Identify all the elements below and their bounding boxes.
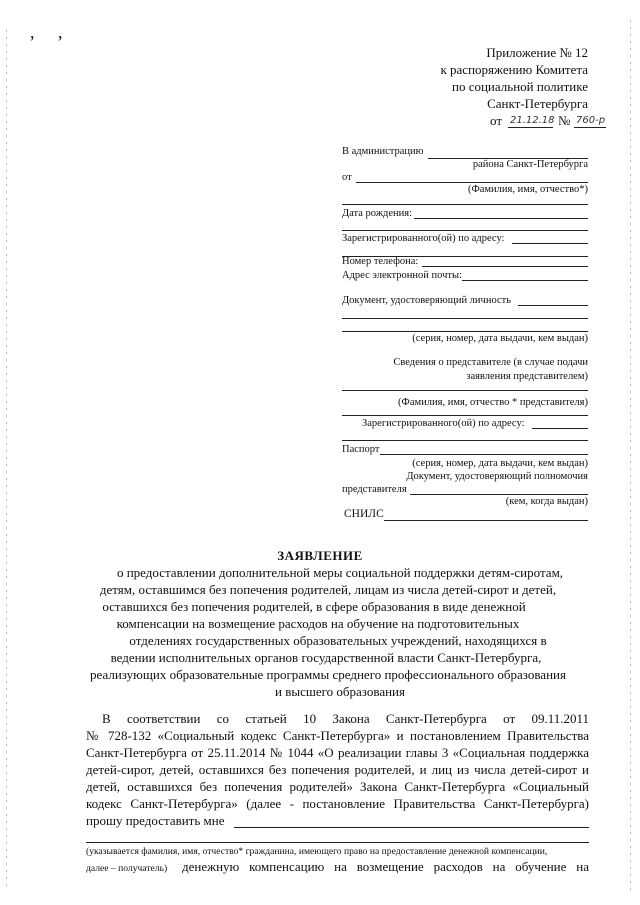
subtitle-line: компенсации на возмещение расходов на обучение на подготовительных — [116, 616, 520, 631]
subtitle-line: о предоставлении дополнительной меры социальной поддержки детям-сиротам, — [116, 565, 564, 580]
annex-date-prefix: от — [490, 113, 503, 128]
body-line: Санкт-Петербурга от 25.11.2014 № 1044 «О реализации главы 3 «Социальная поддержка — [86, 745, 589, 760]
body-line: детей-сирот, детей, оставшихся без попечения родителей, и лиц из числа детей-сирот и — [86, 762, 589, 777]
birth-date-field[interactable] — [414, 218, 588, 219]
subtitle-line: и высшего образования — [275, 684, 405, 699]
subtitle-line: реализующих образовательные программы среднего профессионального образования — [90, 667, 566, 682]
snils-field[interactable] — [384, 520, 588, 521]
snils-label: СНИЛС — [344, 508, 384, 520]
body-line: кодекс Санкт-Петербурга» (далее - постановление Правительства Санкт-Петербурга) — [86, 796, 589, 811]
rep-address-extra-field[interactable] — [342, 440, 588, 441]
annex-number-handwritten: 760-р — [576, 115, 606, 126]
passport-hint: (серия, номер, дата выдачи, кем выдан) — [412, 458, 588, 469]
scan-mark: , — [58, 22, 63, 42]
body-line-last: денежную компенсацию на возмещение расходов на обучение на — [182, 859, 589, 874]
passport-label: Паспорт — [342, 444, 380, 455]
email-field[interactable] — [462, 280, 588, 281]
identity-doc-extra-field[interactable] — [342, 331, 588, 332]
recipient-fio-extra-field[interactable] — [86, 842, 589, 843]
representative-field[interactable] — [410, 494, 588, 495]
footnote-line: (указывается фамилия, имя, отчество* гражданина, имеющего право на предоставление денежной компенсации, — [86, 846, 548, 857]
annex-line: Санкт-Петербурга — [487, 96, 588, 111]
identity-doc-label: Документ, удостоверяющий личность — [342, 295, 511, 306]
authority-doc-label: Документ, удостоверяющий полномочия — [406, 471, 588, 482]
from-field[interactable] — [356, 182, 588, 183]
annex-line: по социальной политике — [452, 79, 588, 94]
recipient-fio-field[interactable] — [234, 827, 589, 828]
representative-label: представителя — [342, 484, 407, 495]
subtitle-line: оставшихся без попечения родителей, в сфере образования в виде денежной — [102, 599, 526, 614]
annex-line: к распоряжению Комитета — [440, 62, 588, 77]
annex-date-line — [508, 127, 553, 128]
body-line: № 728-132 «Социальный кодекс Санкт-Петербурга» и постановлением Правительства — [86, 728, 589, 743]
annex-line: Приложение № 12 — [486, 45, 588, 60]
subtitle-line: ведении исполнительных органов государственной власти Санкт-Петербурга, — [110, 650, 542, 665]
identity-doc-extra-field[interactable] — [342, 318, 588, 319]
admin-suffix: района Санкт-Петербурга — [472, 159, 588, 170]
annex-number-prefix: № — [558, 113, 571, 128]
passport-field[interactable] — [380, 454, 588, 455]
identity-hint: (серия, номер, дата выдачи, кем выдан) — [412, 333, 588, 344]
scan-mark: , — [30, 22, 35, 42]
rep-fio-hint: (Фамилия, имя, отчество * представителя) — [398, 397, 588, 408]
birth-date-label: Дата рождения: — [342, 208, 413, 219]
from-label: от — [342, 172, 352, 183]
subtitle-line: детям, оставшимся без попечения родителей, лицам из числа детей-сирот и детей, — [99, 582, 557, 597]
footnote-line-start: далее – получатель) — [86, 863, 168, 874]
identity-doc-field[interactable] — [518, 305, 588, 306]
birth-date-extra-field[interactable] — [342, 230, 588, 231]
annex-number-line — [574, 127, 606, 128]
statement-title: ЗАЯВЛЕНИЕ — [277, 548, 363, 563]
authority-hint: (кем, когда выдан) — [505, 496, 588, 507]
rep-address-field[interactable] — [532, 428, 588, 429]
scan-margin-right — [630, 20, 631, 890]
registered-address-label: Зарегистрированного(ой) по адресу: — [342, 233, 505, 244]
body-line: детей, оставшихся без попечения родителей» Закона Санкт-Петербурга «Социальный — [86, 779, 589, 794]
rep-info-line: заявления представителем) — [466, 371, 588, 382]
subtitle-line: отделениях государственных образовательных учреждений, находящихся в — [129, 633, 547, 648]
annex-date-handwritten: 21.12.18 — [510, 115, 555, 126]
rep-address-label: Зарегистрированного(ой) по адресу: — [362, 418, 525, 429]
phone-label: Номер телефона: — [342, 256, 419, 267]
scan-margin-left — [6, 30, 7, 890]
rep-fio-field[interactable] — [342, 390, 588, 391]
fio-hint: (Фамилия, имя, отчество*) — [467, 184, 588, 195]
email-label: Адрес электронной почты: — [342, 270, 462, 281]
request-prefix: прошу предоставить мне — [86, 813, 225, 828]
admin-label: В администрацию — [342, 146, 424, 157]
rep-info-line: Сведения о представителе (в случае подачи — [393, 357, 588, 368]
rep-extra-field[interactable] — [342, 415, 588, 416]
registered-address-field[interactable] — [512, 243, 588, 244]
fio-extra-field[interactable] — [342, 204, 588, 205]
body-line: В соответствии со статьей 10 Закона Санкт-Петербурга от 09.11.2011 — [102, 711, 589, 726]
phone-field[interactable] — [422, 266, 588, 267]
